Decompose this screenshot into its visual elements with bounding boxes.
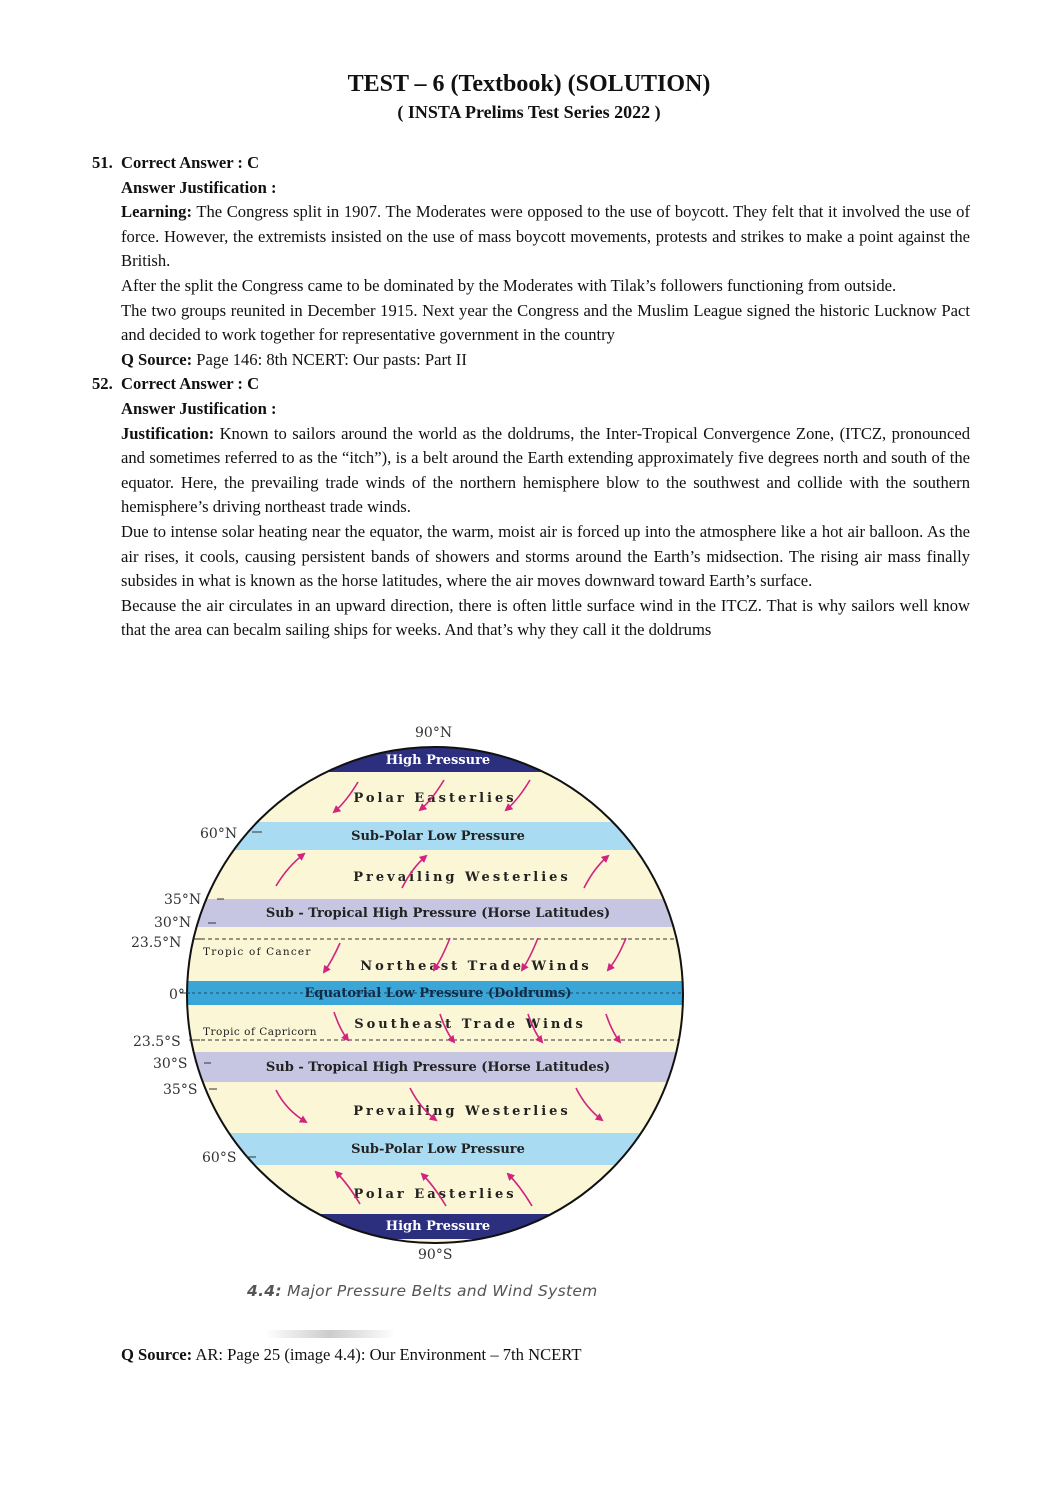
q51-source [92, 348, 970, 373]
lat-30n: 30°N [154, 915, 192, 931]
label-northeast-trade-winds: Northeast Trade Winds [360, 959, 592, 974]
q52-number: 52. [92, 374, 113, 394]
lat-90n: 90°N [415, 725, 453, 741]
page-title: TEST – 6 (Textbook) (SOLUTION) [347, 71, 711, 97]
q52-source-label: Q Source: [121, 1345, 193, 1364]
caption-text: Major Pressure Belts and Wind System [287, 1282, 598, 1300]
q51-source-text: Page 146: 8th NCERT: Our pasts: Part II [196, 349, 467, 369]
q52-paragraph-1: Known to sailors around the world as the doldrums, the Inter-Tropical Convergence Zone, (ITCZ, pronounced and sometimes referred to as the “itch”), is a belt around the Earth extending approximately five degrees north and south of the equator. Here, the prevailing trade winds of the northern hemisphere blow to the southwest and collide with the southern hemisphere’s driving northeast trade winds. [121, 423, 970, 517]
label-subtropical-north: Sub - Tropical High Pressure (Horse Latitudes) [265, 906, 611, 921]
lat-235s: 23.5°S [133, 1034, 181, 1050]
solutions-content [92, 151, 970, 643]
pressure-belts-figure [120, 718, 720, 1288]
label-tropic-of-cancer: Tropic of Cancer [203, 946, 312, 958]
scan-smudge [265, 1330, 395, 1338]
q51-justification-label: Answer Justification : [121, 177, 277, 197]
q51-paragraph-3: The two groups reunited in December 1915. Next year the Congress and the Muslim League signed the historic Lucknow Pact and decided to work together for representative government in the country [121, 300, 970, 345]
label-westerlies-north: Prevailing Westerlies [353, 870, 571, 885]
figure-caption [247, 1282, 598, 1300]
lat-235n: 23.5°N [131, 935, 182, 951]
label-subpolar-south: Sub-Polar Low Pressure [351, 1142, 525, 1157]
q52-justification-prefix: Justification: [121, 423, 215, 443]
label-subtropical-south: Sub - Tropical High Pressure (Horse Latitudes) [265, 1060, 611, 1075]
q51-number: 51. [92, 153, 113, 172]
lat-30s: 30°S [153, 1056, 188, 1072]
label-polar-easterlies-south: Polar Easterlies [353, 1187, 517, 1202]
q51-paragraph-1: The Congress split in 1907. The Moderates were opposed to the use of boycott. They felt that it involved the use of force. However, the extremists insisted on the use of mass boycott movements, protests and strikes to make a point against the British. [121, 202, 970, 271]
q51-source-label: Q Source: [121, 349, 193, 369]
q51-answer-line [92, 151, 970, 176]
lat-90s: 90°S [418, 1247, 453, 1263]
q51-correct-answer: Correct Answer : C [121, 153, 260, 172]
label-tropic-of-capricorn: Tropic of Capricorn [203, 1026, 318, 1038]
label-southeast-trade-winds: Southeast Trade Winds [354, 1017, 586, 1032]
lat-60s: 60°S [202, 1150, 237, 1166]
q52-justification-label: Answer Justification : [121, 398, 277, 418]
lat-35s: 35°S [163, 1082, 198, 1098]
lat-equator: 0° [169, 987, 185, 1003]
label-high-pressure-south: High Pressure [385, 1219, 491, 1234]
lat-35n: 35°N [164, 892, 202, 908]
pressure-belts-diagram [120, 718, 720, 1288]
q51-paragraph-2: After the split the Congress came to be dominated by the Moderates with Tilak’s followers functioning from outside. [121, 275, 897, 295]
caption-number: 4.4: [247, 1282, 282, 1300]
q52-justification-paragraph [92, 422, 970, 520]
q52-paragraph-2: Due to intense solar heating near the equator, the warm, moist air is forced up into the atmosphere like a hot air balloon. As the air rises, it cools, causing persistent bands of showers and storms around the Earth’s midsection. The rising air mass finally subsides in what is known as the horse latitudes, where the air moves downward toward Earth’s surface. [121, 521, 970, 591]
label-equatorial-low: Equatorial Low Pressure (Doldrums) [304, 986, 572, 1001]
lat-60n: 60°N [200, 826, 238, 842]
label-high-pressure-north: High Pressure [385, 753, 491, 768]
q51-learning-paragraph [92, 200, 970, 274]
label-polar-easterlies-north: Polar Easterlies [353, 791, 517, 806]
q51-learning-label: Learning: [121, 202, 192, 222]
page-subtitle: ( INSTA Prelims Test Series 2022 ) [397, 102, 661, 122]
q52-paragraph-3: Because the air circulates in an upward direction, there is often little surface wind in the ITCZ. That is why sailors well know that the area can becalm sailing ships for weeks. And that’s why they call it the doldrums [121, 595, 970, 640]
q52-answer-line [92, 372, 970, 397]
q52-source-text: AR: Page 25 (image 4.4): Our Environment – 7th NCERT [195, 1345, 582, 1364]
label-westerlies-south: Prevailing Westerlies [353, 1104, 571, 1119]
q52-correct-answer: Correct Answer : C [121, 374, 260, 394]
q52-source [121, 1343, 582, 1367]
label-subpolar-north: Sub-Polar Low Pressure [351, 829, 525, 844]
